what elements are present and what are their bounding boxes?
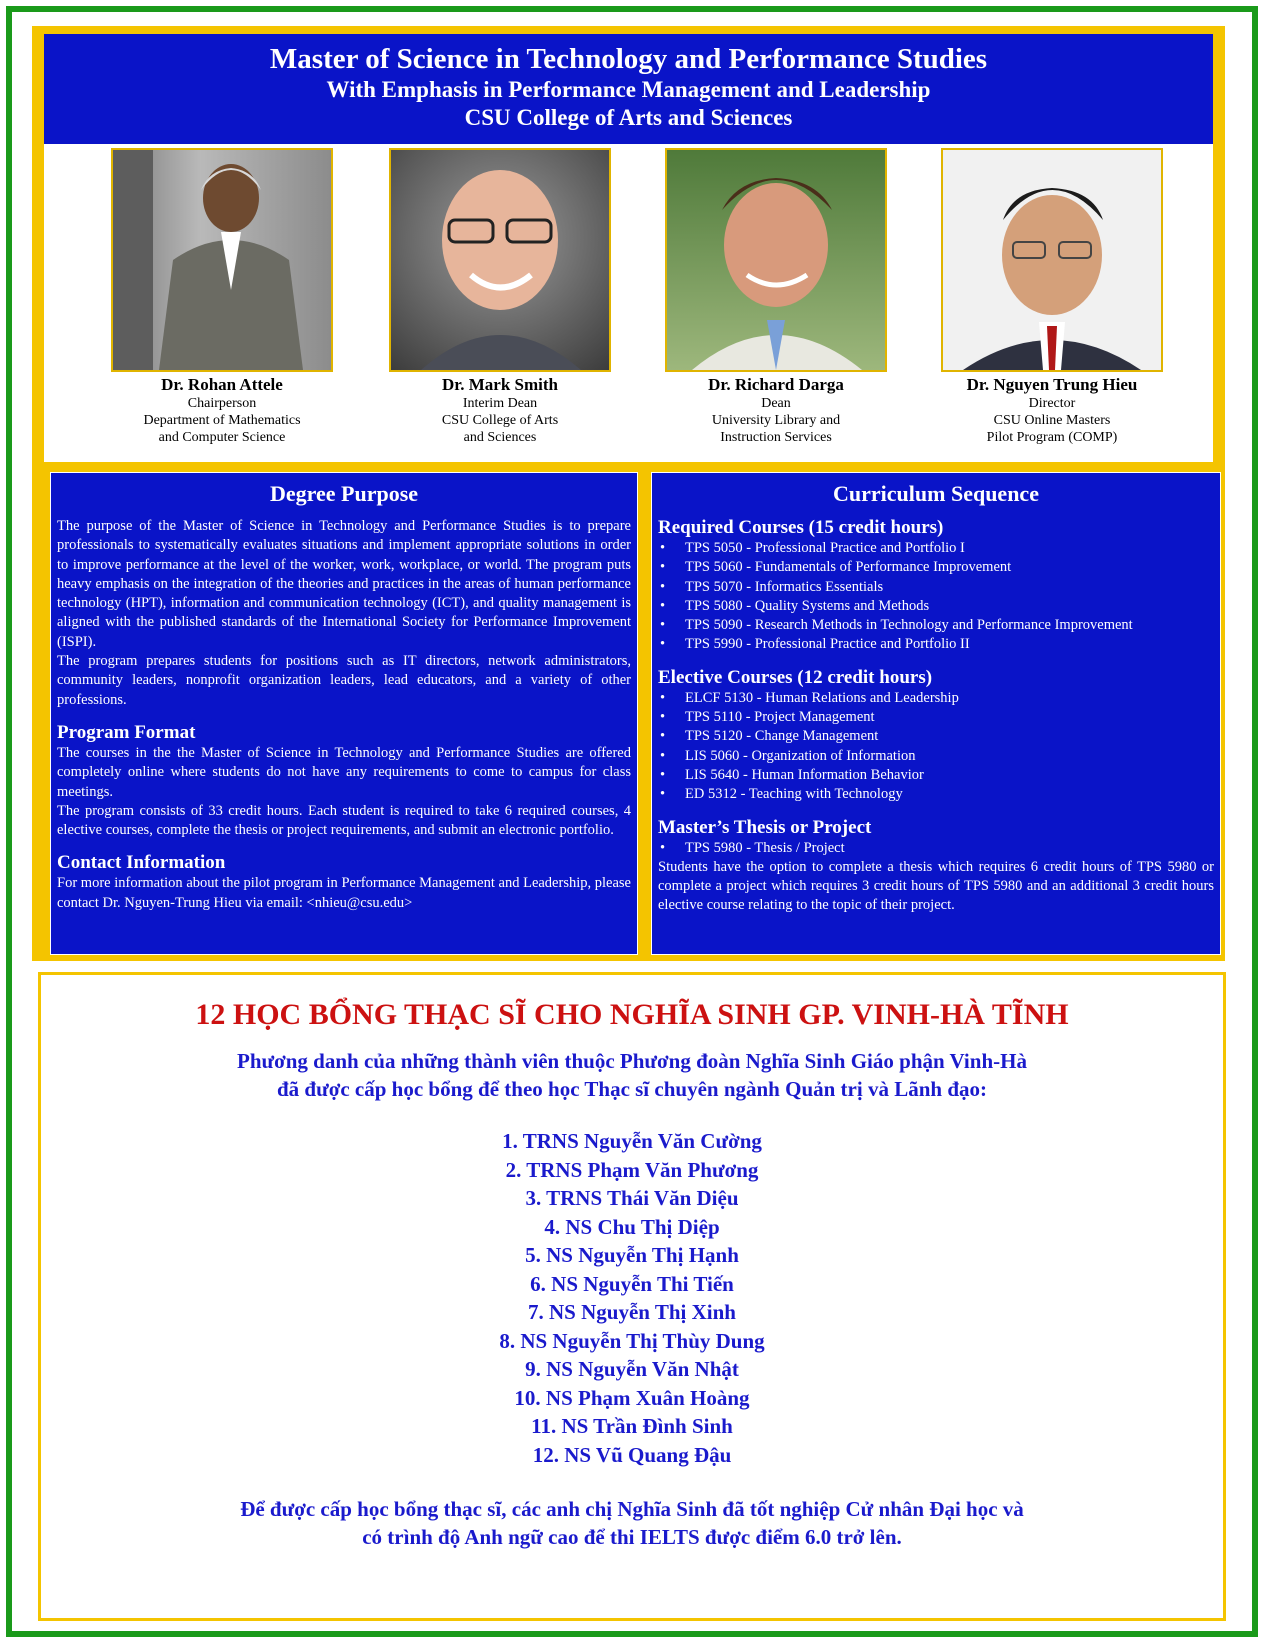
- person-photo: [941, 148, 1163, 372]
- faculty-row: [44, 144, 1213, 462]
- course-item: • ED 5312 - Teaching with Technology: [658, 785, 1214, 804]
- person-dept: University Library and: [711, 413, 841, 428]
- portrait-icon: [391, 150, 609, 370]
- elective-course-list: [652, 689, 1220, 805]
- degree-purpose-text: The program prepares students for positions such as IT directors, network administrators, community leaders, nonprofit organization leaders, lead educators, and a variety of other professions.: [57, 653, 631, 708]
- person-card: [370, 148, 630, 446]
- recipient-item: 2. TRNS Phạm Văn Phương: [505, 1157, 759, 1182]
- scholarship-requirements: [41, 1495, 1223, 1551]
- person-card: [646, 148, 906, 446]
- person-photo: [389, 148, 611, 372]
- person-name: Dr. Richard Darga: [708, 375, 844, 394]
- recipient-item: 5. NS Nguyễn Thị Hạnh: [525, 1243, 739, 1267]
- curriculum-panel: [651, 472, 1221, 955]
- program-format-title: Program Format: [57, 721, 196, 743]
- program-flyer: [32, 26, 1225, 961]
- portrait-icon: [943, 150, 1161, 370]
- person-role: Interim Dean: [462, 396, 538, 411]
- person-role: Director: [1028, 396, 1076, 411]
- course-item: • TPS 5050 - Professional Practice and Portfolio I: [658, 539, 1214, 558]
- course-item: • TPS 5990 - Professional Practice and Portfolio II: [658, 635, 1214, 654]
- person-photo: [111, 148, 333, 372]
- intro-line: Phương danh của những thành viên thuộc Phương đoàn Nghĩa Sinh Giáo phận Vinh-Hà: [237, 1049, 1027, 1073]
- recipient-item: 4. NS Chu Thị Diệp: [544, 1214, 720, 1239]
- course-item: • TPS 5060 - Fundamentals of Performance Improvement: [658, 558, 1214, 577]
- recipient-item: 12. NS Vũ Quang Đậu: [532, 1442, 732, 1467]
- outro-line: Để được cấp học bổng thạc sĩ, các anh chị Nghĩa Sinh đã tốt nghiệp Cử nhân Đại học và: [240, 1497, 1024, 1521]
- person-name: Dr. Nguyen Trung Hieu: [966, 375, 1138, 394]
- portrait-icon: [113, 150, 331, 370]
- recipient-list: [41, 1127, 1223, 1469]
- course-item: • TPS 5120 - Change Management: [658, 727, 1214, 746]
- course-item: • TPS 5980 - Thesis / Project: [658, 839, 1214, 858]
- college-name: CSU College of Arts and Sciences: [464, 105, 793, 130]
- required-courses-title: Required Courses (15 credit hours): [658, 517, 944, 538]
- course-item: • TPS 5070 - Informatics Essentials: [658, 578, 1214, 597]
- person-dept: CSU Online Masters: [993, 413, 1111, 428]
- recipient-item: 8. NS Nguyễn Thị Thùy Dung: [499, 1328, 765, 1353]
- recipient-item: 1. TRNS Nguyễn Văn Cường: [502, 1129, 762, 1153]
- person-dept: Pilot Program (COMP): [986, 430, 1118, 445]
- recipient-item: 11. NS Trần Đình Sinh: [531, 1414, 733, 1438]
- scholarship-title: 12 HỌC BỔNG THẠC SĨ CHO NGHĨA SINH GP. VINH-HÀ TĨNH: [195, 998, 1069, 1031]
- elective-courses-title: Elective Courses (12 credit hours): [658, 666, 933, 688]
- curriculum-title: Curriculum Sequence: [833, 481, 1039, 506]
- course-item: • TPS 5080 - Quality Systems and Methods: [658, 597, 1214, 616]
- page-border: [6, 6, 1258, 1637]
- program-subtitle: With Emphasis in Performance Management and Leadership: [326, 77, 931, 102]
- course-item: • LIS 5640 - Human Information Behavior: [658, 766, 1214, 785]
- person-card: [92, 148, 352, 446]
- course-item: • LIS 5060 - Organization of Information: [658, 747, 1214, 766]
- course-item: • ELCF 5130 - Human Relations and Leadership: [658, 689, 1214, 708]
- scholarship-section: [38, 972, 1226, 1621]
- program-title: Master of Science in Technology and Performance Studies: [269, 43, 988, 75]
- thesis-title: Master’s Thesis or Project: [658, 816, 872, 838]
- course-item: • TPS 5110 - Project Management: [658, 708, 1214, 727]
- person-dept: CSU College of Arts: [441, 413, 559, 428]
- person-role: Dean: [761, 396, 791, 411]
- program-format-text: The courses in the the Master of Science in Technology and Performance Studies are offered completely online where students do not have any requirements to come to campus for class meetings.: [57, 744, 631, 800]
- degree-purpose-panel: [50, 472, 638, 955]
- degree-purpose-title: Degree Purpose: [269, 481, 419, 506]
- degree-purpose-text: The purpose of the Master of Science in Technology and Performance Studies is to prepare professionals to systematically evaluates situations and implement appropriate solutions in order to improve performance at the level of the worker, work, workplace, or world. The program puts heavy emphasis on the integration of the theories and practices in the areas of human performance technology (HPT), information and communication technology (ICT), and quality management is aligned with the published standards of the International Society for Performance Improvement (ISPI).: [57, 518, 631, 650]
- recipient-item: 10. NS Phạm Xuân Hoàng: [514, 1385, 750, 1410]
- person-card: [922, 148, 1182, 446]
- contact-title: Contact Information: [57, 852, 226, 874]
- course-item: • TPS 5090 - Research Methods in Technology and Performance Improvement: [658, 616, 1214, 635]
- intro-line: đã được cấp học bổng để theo học Thạc sĩ chuyên ngành Quản trị và Lãnh đạo:: [277, 1077, 987, 1101]
- person-name: Dr. Rohan Attele: [161, 375, 283, 394]
- person-dept: Instruction Services: [720, 430, 832, 445]
- person-role: Chairperson: [187, 396, 257, 411]
- portrait-icon: [667, 150, 885, 370]
- person-photo: [665, 148, 887, 372]
- recipient-item: 9. NS Nguyễn Văn Nhật: [525, 1357, 739, 1381]
- recipient-item: 6. NS Nguyễn Thi Tiến: [530, 1271, 734, 1296]
- person-dept: Department of Mathematics: [143, 413, 301, 428]
- person-dept: and Computer Science: [158, 430, 286, 445]
- thesis-course-list: [652, 839, 1220, 858]
- recipient-item: 7. NS Nguyễn Thị Xinh: [528, 1300, 736, 1324]
- recipient-item: 3. TRNS Thái Văn Diệu: [525, 1186, 739, 1210]
- required-course-list: [652, 539, 1220, 655]
- outro-line: có trình độ Anh ngữ cao để thi IELTS được điểm 6.0 trở lên.: [362, 1525, 902, 1549]
- program-header: [44, 34, 1213, 144]
- thesis-text: Students have the option to complete a thesis which requires 6 credit hours of TPS 5980 or complete a project which requires 3 credit hours of TPS 5980 and an additional 3 credit hours elective course relating to the topic of their project.: [658, 858, 1214, 914]
- program-format-text: The program consists of 33 credit hours. Each student is required to take 6 required courses, 4 elective courses, complete the thesis or project requirements, and submit an electronic portfolio.: [57, 802, 631, 839]
- person-name: Dr. Mark Smith: [441, 375, 558, 394]
- contact-text: For more information about the pilot program in Performance Management and Leadership, please contact Dr. Nguyen-Trung Hieu via email: <nhieu@csu.edu>: [57, 875, 631, 911]
- person-dept: and Sciences: [463, 430, 537, 445]
- scholarship-intro: [41, 1047, 1223, 1103]
